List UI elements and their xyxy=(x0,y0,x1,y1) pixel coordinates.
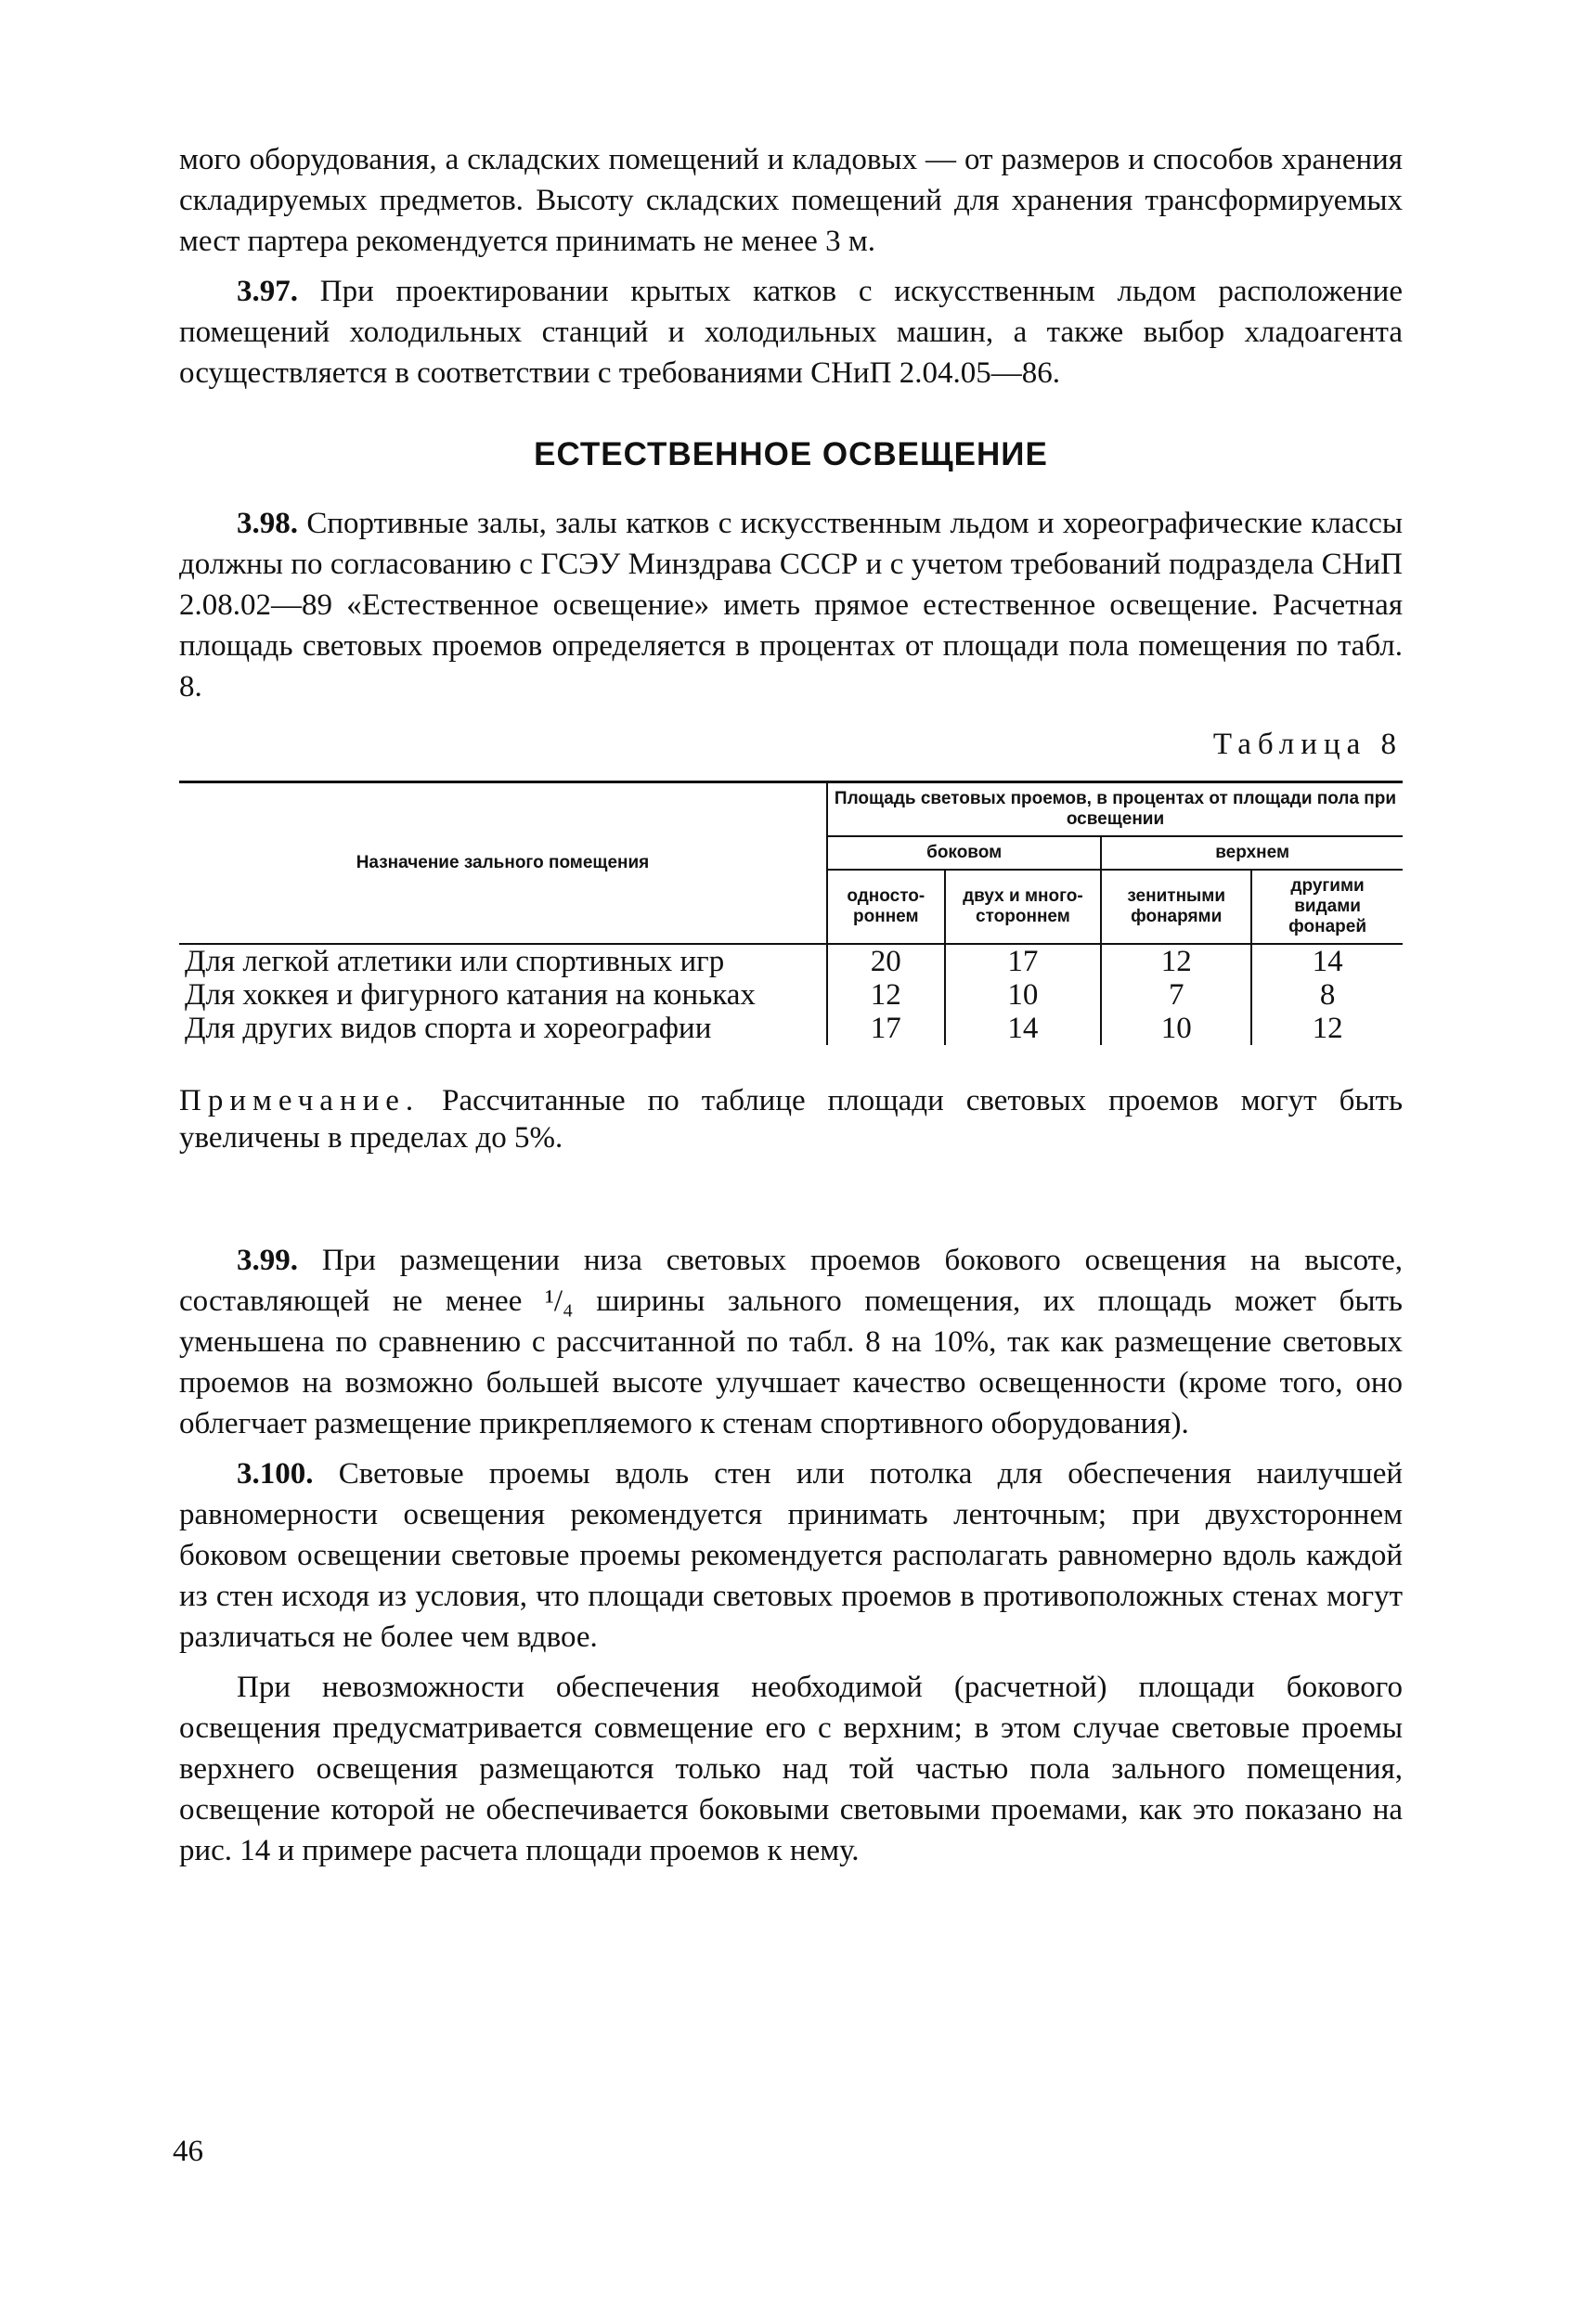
clause-number: 3.98. xyxy=(237,507,298,540)
clause-number: 3.100. xyxy=(237,1457,314,1491)
note-label: Примечание. xyxy=(179,1084,421,1117)
header-zenith-lanterns: зенитными фонарями xyxy=(1101,870,1251,944)
header-room-purpose: Назначение зального помещения xyxy=(179,782,827,945)
row-name: Для других видов спорта и хореографии xyxy=(185,1012,712,1045)
header-one-sided: односто-роннем xyxy=(827,870,945,944)
paragraph-3-97 xyxy=(179,271,1403,394)
cell-value: 17 xyxy=(827,1012,945,1045)
cell-value: 20 xyxy=(827,944,945,978)
row-name: Для хоккея и фигурного катания на коньках xyxy=(185,978,756,1012)
cell-value: 14 xyxy=(1251,944,1403,978)
cell-value: 10 xyxy=(945,978,1102,1012)
clause-text: Спортивные залы, залы катков с искусственным льдом и хореографические классы должны по согласованию с ГСЭУ Минздрава СССР и с учетом требований подраздела СНиП 2.08.02—89 «Естественное освещение» иметь прямое естественное освещение. Расчетная площадь световых проемов определяется в процентах от площади пола помещения по табл. 8. xyxy=(179,507,1404,704)
paragraph-3-99 xyxy=(179,1240,1403,1444)
cell-value: 7 xyxy=(1101,978,1251,1012)
clause-number: 3.97. xyxy=(237,275,298,308)
paragraph-3-98 xyxy=(179,503,1403,707)
table-8 xyxy=(179,781,1403,1045)
table-caption: Таблица 8 xyxy=(1212,728,1403,761)
cell-value: 14 xyxy=(945,1012,1102,1045)
clause-text: При размещении низа световых проемов бокового освещения на высоте, составляющей не менее ¹/₄ ширины зального помещения, их площадь может быть уменьшена по сравнению с рассчитанной по табл. 8 на 10%, так как размещение световых проемов на возможно большей высоте улучшает качество освещенности (кроме того, оно облегчает размещение прикрепляемого к стенам спортивного оборудования). xyxy=(179,1244,1404,1440)
table-row xyxy=(179,978,1403,1012)
cell-value: 12 xyxy=(1251,1012,1403,1045)
cell-value: 17 xyxy=(945,944,1102,978)
paragraph-combined-lighting: При невозможности обеспечения необходимой (расчетной) площади бокового освещения предусматривается совмещение его с верхним; в этом случае световые проемы верхнего освещения размещаются только над той частью пола зального помещения, освещение которой не обеспечивается боковыми световыми проемами, как это показано на рис. 14 и примере расчета площади проемов к нему. xyxy=(179,1671,1403,1867)
cell-value: 12 xyxy=(1101,944,1251,978)
header-side-lighting: боковом xyxy=(827,836,1101,870)
cell-value: 12 xyxy=(827,978,945,1012)
header-window-area: Площадь световых проемов, в процентах от площади пола при освещении xyxy=(827,782,1403,837)
header-top-lighting: верхнем xyxy=(1101,836,1403,870)
clause-text: При проектировании крытых катков с искусственным льдом расположение помещений холодильных станций и холодильных машин, а также выбор хладоагента осуществляется в соответствии с требованиями СНиП 2.04.05—86. xyxy=(179,275,1403,390)
paragraph-3-100 xyxy=(179,1453,1403,1658)
row-name: Для легкой атлетики или спортивных игр xyxy=(185,945,725,978)
clause-number: 3.99. xyxy=(237,1244,298,1277)
table-row xyxy=(179,944,1403,978)
section-heading: ЕСТЕСТВЕННОЕ ОСВЕЩЕНИЕ xyxy=(534,436,1048,472)
cell-value: 8 xyxy=(1251,978,1403,1012)
clause-text: Световые проемы вдоль стен или потолка для обеспечения наилучшей равномерности освещения рекомендуется принимать ленточным; при двухстороннем боковом освещении световые проемы рекомендуется располагать равномерно вдоль каждой из стен исходя из условия, что площади световых проемов в противоположных стенах могут различаться не более чем вдвое. xyxy=(179,1457,1403,1654)
paragraph-continuation: мого оборудования, а складских помещений и кладовых — от размеров и способов хранения складируемых предметов. Высоту складских помещений для хранения трансформируемых мест партера рекомендуется принимать не менее 3 м. xyxy=(179,143,1403,258)
document-page xyxy=(179,139,1403,1880)
page-number: 46 xyxy=(173,2135,203,2168)
table-note xyxy=(179,1082,1403,1156)
cell-value: 10 xyxy=(1101,1012,1251,1045)
header-other-lanterns: другими видами фонарей xyxy=(1251,870,1403,944)
table-row xyxy=(179,1012,1403,1045)
note-text: Рассчитанные по таблице площади световых проемов могут быть увеличены в пределах до 5%. xyxy=(179,1084,1404,1155)
header-two-multi-sided: двух и много-стороннем xyxy=(945,870,1102,944)
